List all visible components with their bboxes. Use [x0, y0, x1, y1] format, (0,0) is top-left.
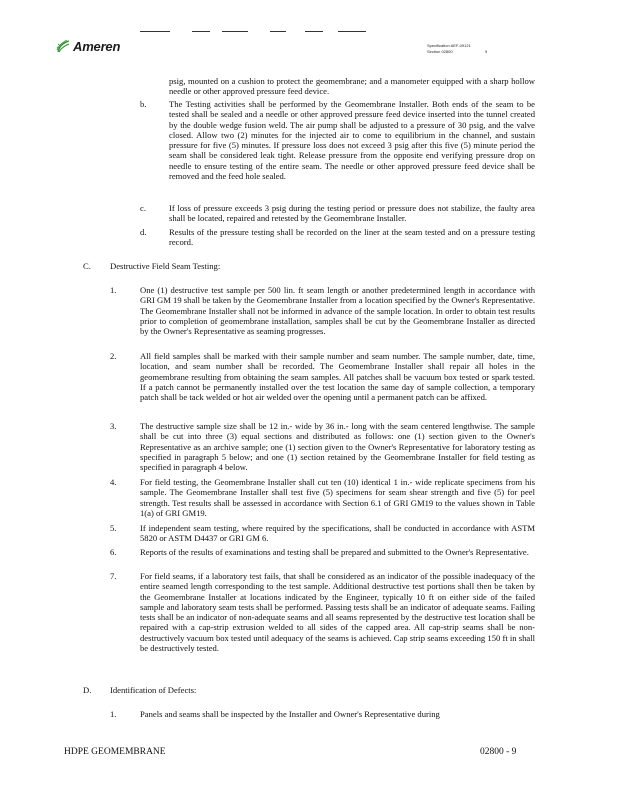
section-d-label: D.: [83, 685, 92, 695]
d1-label: 1.: [110, 709, 117, 719]
c4-label: 4.: [110, 477, 117, 487]
c1-label: 1.: [110, 285, 117, 295]
c1-text: One (1) destructive test sample per 500 lin. ft seam length or another predetermined length in accordance with GRI GM 19 shall be taken by the Geomembrane Installer from a location specified by the Owner's Representative. The Geomembrane Installer shall not be informed in advance of the sample location. In order to obtain test results prior to completion of geomembrane installation, samples shall be cut by the Geomembrane Installer as directed by the Owner's Representative as seaming progresses.: [140, 285, 535, 337]
d1-text: Panels and seams shall be inspected by the Installer and Owner's Representative during: [140, 709, 440, 719]
continued-paragraph: psig, mounted on a cushion to protect the geomembrane; and a manometer equipped with a sharp hollow needle or other approved pressure feed device.: [169, 76, 535, 97]
c2-label: 2.: [110, 351, 117, 361]
c6-text: Reports of the results of examinations and testing shall be prepared and submitted to the Owner's Representative.: [140, 547, 529, 557]
spec-number: Specification AEF-09121: [427, 43, 471, 48]
item-d-label: d.: [140, 227, 147, 237]
item-c-label: c.: [140, 203, 146, 213]
section-d-title: Identification of Defects:: [110, 685, 197, 695]
section-c-title: Destructive Field Seam Testing:: [110, 261, 221, 271]
section-c-label: C.: [83, 261, 91, 271]
c3-label: 3.: [110, 421, 117, 431]
company-logo: [56, 39, 120, 54]
spec-reference: [427, 43, 488, 55]
c6-label: 6.: [110, 547, 117, 557]
spec-page: 9: [485, 49, 488, 54]
c2-text: All field samples shall be marked with their sample number and seam number. The sample number, date, time, location, and seam number shall be recorded. The Geomembrane Installer shall repair all holes in the geomembrane resulting from obtaining the seam samples. All patches shall be vacuum box tested or spark tested. If a patch cannot be permanently installed over the test location the same day of sample collection, a temporary patch shall be tack welded or hot air welded over the opening until a permanent patch can be affixed.: [140, 351, 535, 403]
item-b-text: The Testing activities shall be performed by the Geomembrane Installer. Both ends of the seam to be tested shall be sealed and a needle or other approved pressure feed device inserted into the tunnel created by the double wedge fusion weld. The air pump shall be adjusted to a pressure of 30 psig, and the valve closed. Allow two (2) minutes for the injected air to come to equilibrium in the channel, and sustain pressure for five (5) minutes. If pressure loss does not exceed 3 psig after this five (5) minute period the seam shall be considered leak tight. Release pressure from the opposite end verifying pressure drop on needle to ensure testing of the entire seam. The needle or other approved pressure feed device shall be removed and the feed hole sealed.: [169, 99, 535, 182]
c3-text: The destructive sample size shall be 12 in.- wide by 36 in.- long with the seam centered lengthwise. The sample shall be cut into three (3) equal sections and distributed as follows: one (1) section given to the Owner's Representative as an archive sample; one (1) section given to the Owner's Representative for laboratory testing as specified in paragraph 5 below; and one (1) section retained by the Geomembrane Installer for field testing as specified in paragraph 4 below.: [140, 421, 535, 473]
c7-label: 7.: [110, 571, 117, 581]
spec-section: Section 02800: [427, 49, 453, 54]
logo-text: Ameren: [73, 39, 121, 54]
footer-title: HDPE GEOMEMBRANE: [64, 747, 166, 757]
c4-text: For field testing, the Geomembrane Installer shall cut ten (10) identical 1 in.- wide replicate specimens from his sample. The Geomembrane Installer shall test five (5) specimens for seam shear strength and five (5) for peel strength. Test results shall be assessed in accordance with Section 6.1 of GRI GM19 to the values shown in Table 1(a) of GRI GM19.: [140, 477, 535, 518]
item-b-label: b.: [140, 99, 147, 109]
ameren-leaf-icon: [56, 40, 70, 53]
header-rule-marks: [140, 31, 400, 33]
c7-text: For field seams, if a laboratory test fails, that shall be considered as an indicator of the possible inadequacy of the entire seamed length corresponding to the test sample. Additional destructive test portions shall then be taken by the Geomembrane Installer at locations indicated by the Engineer, typically 10 ft on either side of the failed sample and laboratory seam tests shall be performed. Passing tests shall be an indicator of adequate seams. Failing tests shall be an indicator of non-adequate seams and all seams represented by the destructive test location shall be repaired with a cap-strip extrusion welded to all sides of the capped area. All cap-strip seams shall be non-destructively vacuum box tested until adequacy of the seams is achieved. Cap strip seams exceeding 150 ft in shall be destructively tested.: [140, 571, 535, 654]
c5-text: If independent seam testing, where required by the specifications, shall be conducted in accordance with ASTM 5820 or ASTM D4437 or GRI GM 6.: [140, 523, 535, 544]
item-c-text: If loss of pressure exceeds 3 psig during the testing period or pressure does not stabilize, the faulty area shall be located, repaired and retested by the Geomembrane Installer.: [169, 203, 535, 224]
c5-label: 5.: [110, 523, 117, 533]
footer-page-number: 02800 - 9: [480, 747, 517, 757]
item-d-text: Results of the pressure testing shall be recorded on the liner at the seam tested and on a pressure testing record.: [169, 227, 535, 248]
